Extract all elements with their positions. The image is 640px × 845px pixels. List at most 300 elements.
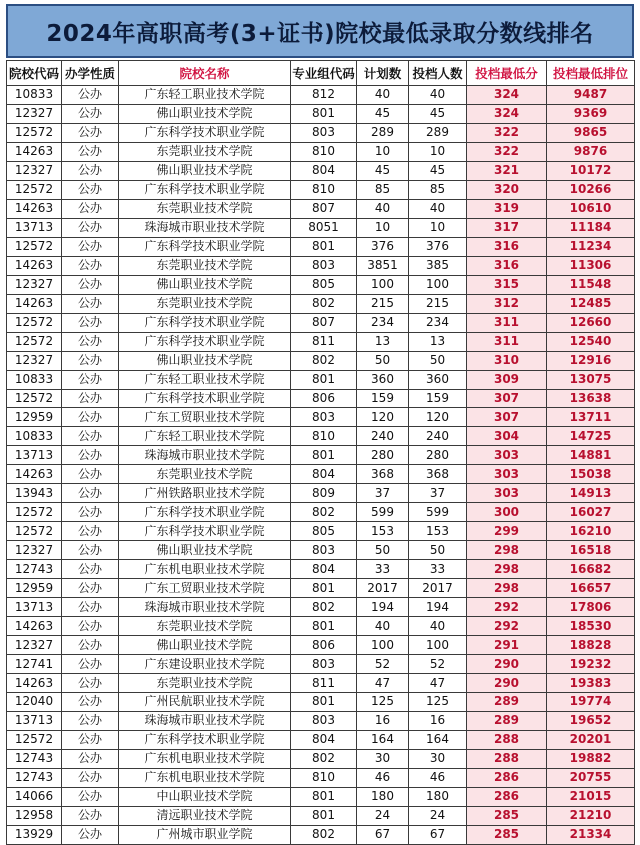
- cell-plan-count: 194: [357, 598, 409, 617]
- table-row: [7, 711, 635, 730]
- cell-plan-count: 24: [357, 806, 409, 825]
- cell-admitted-count: 37: [409, 484, 467, 503]
- cell-min-rank: 19652: [547, 711, 635, 730]
- cell-school-name: 广东科学技术职业学院: [119, 237, 291, 256]
- table-row: [7, 465, 635, 484]
- cell-school-type: 公办: [62, 522, 119, 541]
- header-admitted: 投档人数: [409, 61, 467, 86]
- table-row: [7, 636, 635, 655]
- cell-min-rank: 17806: [547, 598, 635, 617]
- cell-school-code: 12572: [7, 180, 62, 199]
- cell-group-code: 804: [291, 465, 357, 484]
- cell-plan-count: 45: [357, 161, 409, 180]
- cell-min-score: 309: [467, 370, 547, 389]
- cell-school-type: 公办: [62, 693, 119, 712]
- cell-min-score: 291: [467, 636, 547, 655]
- cell-school-name: 东莞职业技术学院: [119, 199, 291, 218]
- cell-min-score: 316: [467, 256, 547, 275]
- cell-min-score: 298: [467, 579, 547, 598]
- cell-school-type: 公办: [62, 275, 119, 294]
- cell-school-name: 珠海城市职业技术学院: [119, 446, 291, 465]
- cell-school-name: 广东轻工职业技术学院: [119, 86, 291, 105]
- cell-school-code: 12743: [7, 768, 62, 787]
- cell-plan-count: 100: [357, 275, 409, 294]
- table-row: [7, 749, 635, 768]
- cell-min-rank: 21015: [547, 787, 635, 806]
- cell-school-name: 佛山职业技术学院: [119, 104, 291, 123]
- cell-school-name: 广东科学技术职业学院: [119, 389, 291, 408]
- cell-admitted-count: 125: [409, 693, 467, 712]
- cell-admitted-count: 10: [409, 218, 467, 237]
- cell-min-rank: 21334: [547, 825, 635, 844]
- cell-admitted-count: 46: [409, 768, 467, 787]
- cell-school-type: 公办: [62, 351, 119, 370]
- cell-min-rank: 19774: [547, 693, 635, 712]
- cell-plan-count: 30: [357, 749, 409, 768]
- cell-school-type: 公办: [62, 674, 119, 693]
- cell-school-name: 佛山职业技术学院: [119, 636, 291, 655]
- cell-group-code: 811: [291, 674, 357, 693]
- cell-school-code: 13943: [7, 484, 62, 503]
- cell-min-score: 321: [467, 161, 547, 180]
- cell-school-name: 东莞职业技术学院: [119, 294, 291, 313]
- cell-school-type: 公办: [62, 180, 119, 199]
- cell-school-code: 12327: [7, 275, 62, 294]
- cell-school-code: 14263: [7, 256, 62, 275]
- cell-plan-count: 240: [357, 427, 409, 446]
- cell-plan-count: 159: [357, 389, 409, 408]
- table-row: [7, 332, 635, 351]
- cell-min-rank: 12916: [547, 351, 635, 370]
- cell-group-code: 802: [291, 598, 357, 617]
- cell-min-rank: 19383: [547, 674, 635, 693]
- cell-group-code: 801: [291, 446, 357, 465]
- cell-plan-count: 599: [357, 503, 409, 522]
- cell-plan-count: 164: [357, 730, 409, 749]
- cell-school-code: 14263: [7, 617, 62, 636]
- cell-plan-count: 10: [357, 218, 409, 237]
- cell-school-type: 公办: [62, 598, 119, 617]
- table-row: [7, 218, 635, 237]
- cell-school-name: 广州铁路职业技术学院: [119, 484, 291, 503]
- header-plan: 计划数: [357, 61, 409, 86]
- cell-plan-count: 10: [357, 142, 409, 161]
- cell-school-name: 东莞职业技术学院: [119, 617, 291, 636]
- cell-school-code: 12572: [7, 237, 62, 256]
- cell-min-score: 317: [467, 218, 547, 237]
- cell-school-name: 广东机电职业技术学院: [119, 560, 291, 579]
- cell-school-type: 公办: [62, 655, 119, 674]
- cell-group-code: 803: [291, 123, 357, 142]
- cell-plan-count: 33: [357, 560, 409, 579]
- table-row: [7, 768, 635, 787]
- cell-plan-count: 45: [357, 104, 409, 123]
- table-row: [7, 199, 635, 218]
- cell-admitted-count: 180: [409, 787, 467, 806]
- cell-plan-count: 16: [357, 711, 409, 730]
- cell-min-rank: 11184: [547, 218, 635, 237]
- cell-school-code: 12327: [7, 104, 62, 123]
- cell-min-rank: 13638: [547, 389, 635, 408]
- cell-school-name: 广州城市职业学院: [119, 825, 291, 844]
- cell-school-code: 13713: [7, 711, 62, 730]
- cell-admitted-count: 240: [409, 427, 467, 446]
- cell-group-code: 806: [291, 636, 357, 655]
- cell-school-type: 公办: [62, 389, 119, 408]
- cell-group-code: 804: [291, 161, 357, 180]
- cell-admitted-count: 368: [409, 465, 467, 484]
- cell-school-type: 公办: [62, 806, 119, 825]
- cell-admitted-count: 24: [409, 806, 467, 825]
- cell-admitted-count: 40: [409, 86, 467, 105]
- cell-group-code: 803: [291, 408, 357, 427]
- table-row: [7, 313, 635, 332]
- cell-plan-count: 125: [357, 693, 409, 712]
- cell-school-type: 公办: [62, 313, 119, 332]
- cell-min-score: 303: [467, 446, 547, 465]
- table-row: [7, 674, 635, 693]
- header-code: 院校代码: [7, 61, 62, 86]
- cell-school-code: 12743: [7, 560, 62, 579]
- cell-min-score: 292: [467, 598, 547, 617]
- table-row: [7, 427, 635, 446]
- cell-min-rank: 9369: [547, 104, 635, 123]
- cell-admitted-count: 194: [409, 598, 467, 617]
- cell-plan-count: 2017: [357, 579, 409, 598]
- cell-school-code: 14263: [7, 674, 62, 693]
- cell-admitted-count: 153: [409, 522, 467, 541]
- table-row: [7, 693, 635, 712]
- cell-min-rank: 9865: [547, 123, 635, 142]
- cell-plan-count: 52: [357, 655, 409, 674]
- table-row: [7, 294, 635, 313]
- table-row: [7, 86, 635, 105]
- cell-school-name: 佛山职业技术学院: [119, 541, 291, 560]
- cell-min-rank: 16657: [547, 579, 635, 598]
- cell-min-rank: 18530: [547, 617, 635, 636]
- cell-school-name: 东莞职业技术学院: [119, 674, 291, 693]
- score-table: [6, 60, 635, 845]
- header-type: 办学性质: [62, 61, 119, 86]
- cell-min-score: 316: [467, 237, 547, 256]
- cell-admitted-count: 385: [409, 256, 467, 275]
- cell-school-code: 13929: [7, 825, 62, 844]
- cell-min-score: 298: [467, 560, 547, 579]
- cell-group-code: 810: [291, 180, 357, 199]
- cell-school-type: 公办: [62, 256, 119, 275]
- cell-admitted-count: 30: [409, 749, 467, 768]
- cell-school-type: 公办: [62, 104, 119, 123]
- cell-admitted-count: 40: [409, 617, 467, 636]
- cell-school-code: 10833: [7, 370, 62, 389]
- cell-min-score: 311: [467, 332, 547, 351]
- cell-school-code: 12741: [7, 655, 62, 674]
- table-row: [7, 104, 635, 123]
- cell-plan-count: 40: [357, 86, 409, 105]
- cell-group-code: 807: [291, 199, 357, 218]
- cell-min-rank: 12660: [547, 313, 635, 332]
- cell-school-name: 广东建设职业技术学院: [119, 655, 291, 674]
- cell-school-type: 公办: [62, 465, 119, 484]
- cell-admitted-count: 100: [409, 275, 467, 294]
- cell-group-code: 807: [291, 313, 357, 332]
- cell-group-code: 812: [291, 86, 357, 105]
- cell-min-rank: 12540: [547, 332, 635, 351]
- cell-plan-count: 215: [357, 294, 409, 313]
- cell-group-code: 810: [291, 768, 357, 787]
- cell-school-code: 10833: [7, 427, 62, 446]
- table-row: [7, 503, 635, 522]
- cell-school-type: 公办: [62, 484, 119, 503]
- cell-min-rank: 20755: [547, 768, 635, 787]
- cell-plan-count: 100: [357, 636, 409, 655]
- cell-plan-count: 234: [357, 313, 409, 332]
- cell-min-rank: 13711: [547, 408, 635, 427]
- table-row: [7, 161, 635, 180]
- table-row: [7, 123, 635, 142]
- cell-school-name: 广东轻工职业技术学院: [119, 427, 291, 446]
- cell-school-type: 公办: [62, 446, 119, 465]
- cell-min-score: 288: [467, 730, 547, 749]
- cell-admitted-count: 45: [409, 104, 467, 123]
- cell-school-type: 公办: [62, 408, 119, 427]
- cell-min-score: 303: [467, 484, 547, 503]
- cell-min-rank: 18828: [547, 636, 635, 655]
- cell-school-type: 公办: [62, 199, 119, 218]
- cell-min-score: 307: [467, 408, 547, 427]
- cell-admitted-count: 13: [409, 332, 467, 351]
- cell-school-code: 12958: [7, 806, 62, 825]
- cell-min-score: 292: [467, 617, 547, 636]
- cell-group-code: 806: [291, 389, 357, 408]
- cell-group-code: 810: [291, 427, 357, 446]
- cell-min-score: 320: [467, 180, 547, 199]
- cell-min-score: 290: [467, 655, 547, 674]
- cell-school-name: 中山职业技术学院: [119, 787, 291, 806]
- cell-min-rank: 21210: [547, 806, 635, 825]
- cell-school-name: 广东科学技术职业学院: [119, 313, 291, 332]
- cell-plan-count: 289: [357, 123, 409, 142]
- cell-school-name: 广东机电职业技术学院: [119, 749, 291, 768]
- cell-school-type: 公办: [62, 711, 119, 730]
- cell-school-code: 14263: [7, 199, 62, 218]
- cell-min-rank: 19232: [547, 655, 635, 674]
- cell-school-code: 12572: [7, 389, 62, 408]
- cell-admitted-count: 10: [409, 142, 467, 161]
- cell-group-code: 8051: [291, 218, 357, 237]
- cell-plan-count: 47: [357, 674, 409, 693]
- cell-min-rank: 16027: [547, 503, 635, 522]
- cell-school-type: 公办: [62, 560, 119, 579]
- cell-school-type: 公办: [62, 617, 119, 636]
- cell-school-code: 13713: [7, 218, 62, 237]
- cell-school-type: 公办: [62, 86, 119, 105]
- cell-min-score: 289: [467, 711, 547, 730]
- cell-school-name: 东莞职业技术学院: [119, 465, 291, 484]
- cell-group-code: 801: [291, 617, 357, 636]
- cell-plan-count: 50: [357, 351, 409, 370]
- cell-plan-count: 67: [357, 825, 409, 844]
- cell-min-score: 286: [467, 768, 547, 787]
- table-row: [7, 579, 635, 598]
- cell-school-type: 公办: [62, 787, 119, 806]
- cell-group-code: 803: [291, 711, 357, 730]
- cell-school-code: 12040: [7, 693, 62, 712]
- table-row: [7, 237, 635, 256]
- page-title: 2024年高职高考(3+证书)院校最低录取分数线排名: [46, 20, 594, 47]
- cell-group-code: 803: [291, 655, 357, 674]
- cell-plan-count: 280: [357, 446, 409, 465]
- cell-school-name: 广东科学技术职业学院: [119, 503, 291, 522]
- cell-plan-count: 120: [357, 408, 409, 427]
- cell-group-code: 803: [291, 256, 357, 275]
- cell-school-code: 12572: [7, 332, 62, 351]
- cell-plan-count: 85: [357, 180, 409, 199]
- cell-plan-count: 46: [357, 768, 409, 787]
- cell-admitted-count: 289: [409, 123, 467, 142]
- cell-school-code: 12572: [7, 730, 62, 749]
- cell-school-name: 广东科学技术职业学院: [119, 522, 291, 541]
- cell-min-score: 300: [467, 503, 547, 522]
- cell-plan-count: 360: [357, 370, 409, 389]
- cell-group-code: 809: [291, 484, 357, 503]
- cell-school-name: 广东科学技术职业学院: [119, 180, 291, 199]
- table-header-row: [7, 61, 635, 86]
- cell-group-code: 801: [291, 370, 357, 389]
- cell-group-code: 804: [291, 730, 357, 749]
- cell-min-rank: 13075: [547, 370, 635, 389]
- cell-plan-count: 40: [357, 617, 409, 636]
- cell-school-code: 12572: [7, 313, 62, 332]
- cell-group-code: 801: [291, 104, 357, 123]
- table-row: [7, 389, 635, 408]
- cell-min-score: 315: [467, 275, 547, 294]
- cell-school-code: 14263: [7, 294, 62, 313]
- cell-group-code: 801: [291, 787, 357, 806]
- cell-min-score: 299: [467, 522, 547, 541]
- cell-admitted-count: 376: [409, 237, 467, 256]
- cell-min-rank: 9487: [547, 86, 635, 105]
- table-row: [7, 560, 635, 579]
- cell-admitted-count: 215: [409, 294, 467, 313]
- cell-min-rank: 16682: [547, 560, 635, 579]
- cell-school-type: 公办: [62, 123, 119, 142]
- header-min-score: 投档最低分: [467, 61, 547, 86]
- cell-min-rank: 9876: [547, 142, 635, 161]
- table-row: [7, 730, 635, 749]
- cell-min-rank: 14881: [547, 446, 635, 465]
- cell-min-score: 298: [467, 541, 547, 560]
- cell-min-score: 290: [467, 674, 547, 693]
- table-row: [7, 180, 635, 199]
- table-row: [7, 275, 635, 294]
- cell-school-type: 公办: [62, 825, 119, 844]
- cell-group-code: 802: [291, 351, 357, 370]
- cell-plan-count: 40: [357, 199, 409, 218]
- cell-admitted-count: 100: [409, 636, 467, 655]
- cell-school-name: 珠海城市职业技术学院: [119, 218, 291, 237]
- cell-min-score: 285: [467, 825, 547, 844]
- cell-school-type: 公办: [62, 161, 119, 180]
- cell-school-code: 12572: [7, 522, 62, 541]
- cell-school-name: 清远职业技术学院: [119, 806, 291, 825]
- cell-admitted-count: 45: [409, 161, 467, 180]
- table-row: [7, 541, 635, 560]
- cell-school-code: 13713: [7, 598, 62, 617]
- cell-group-code: 802: [291, 503, 357, 522]
- cell-min-score: 286: [467, 787, 547, 806]
- cell-min-score: 288: [467, 749, 547, 768]
- cell-min-score: 324: [467, 86, 547, 105]
- header-group-code: 专业组代码: [291, 61, 357, 86]
- cell-school-code: 12959: [7, 579, 62, 598]
- cell-school-type: 公办: [62, 749, 119, 768]
- table-row: [7, 446, 635, 465]
- cell-school-type: 公办: [62, 218, 119, 237]
- table-row: [7, 598, 635, 617]
- cell-min-rank: 11234: [547, 237, 635, 256]
- cell-school-type: 公办: [62, 427, 119, 446]
- cell-school-code: 12743: [7, 749, 62, 768]
- cell-admitted-count: 85: [409, 180, 467, 199]
- cell-min-rank: 10172: [547, 161, 635, 180]
- cell-school-name: 东莞职业技术学院: [119, 256, 291, 275]
- header-min-rank: 投档最低排位: [547, 61, 635, 86]
- cell-school-name: 东莞职业技术学院: [119, 142, 291, 161]
- cell-admitted-count: 67: [409, 825, 467, 844]
- table-body: [7, 86, 635, 845]
- cell-group-code: 803: [291, 541, 357, 560]
- cell-school-type: 公办: [62, 503, 119, 522]
- header-school-name: 院校名称: [119, 61, 291, 86]
- cell-school-name: 佛山职业技术学院: [119, 161, 291, 180]
- cell-school-code: 14066: [7, 787, 62, 806]
- cell-min-score: 307: [467, 389, 547, 408]
- cell-school-code: 12572: [7, 503, 62, 522]
- table-row: [7, 617, 635, 636]
- cell-school-name: 广东科学技术职业学院: [119, 332, 291, 351]
- cell-min-score: 322: [467, 142, 547, 161]
- cell-min-score: 322: [467, 123, 547, 142]
- cell-admitted-count: 599: [409, 503, 467, 522]
- cell-plan-count: 153: [357, 522, 409, 541]
- cell-admitted-count: 2017: [409, 579, 467, 598]
- cell-min-rank: 14725: [547, 427, 635, 446]
- table-row: [7, 484, 635, 503]
- table-row: [7, 351, 635, 370]
- cell-plan-count: 3851: [357, 256, 409, 275]
- cell-group-code: 802: [291, 749, 357, 768]
- cell-min-rank: 12485: [547, 294, 635, 313]
- cell-min-rank: 11306: [547, 256, 635, 275]
- cell-school-code: 12959: [7, 408, 62, 427]
- title-banner: [6, 4, 634, 58]
- cell-min-score: 312: [467, 294, 547, 313]
- cell-min-score: 319: [467, 199, 547, 218]
- table-row: [7, 370, 635, 389]
- cell-school-name: 广东科学技术职业学院: [119, 730, 291, 749]
- cell-school-type: 公办: [62, 579, 119, 598]
- cell-school-code: 14263: [7, 142, 62, 161]
- cell-school-code: 12327: [7, 161, 62, 180]
- cell-admitted-count: 52: [409, 655, 467, 674]
- table-row: [7, 787, 635, 806]
- cell-min-rank: 10610: [547, 199, 635, 218]
- table-row: [7, 408, 635, 427]
- cell-group-code: 802: [291, 294, 357, 313]
- cell-group-code: 802: [291, 825, 357, 844]
- cell-min-score: 311: [467, 313, 547, 332]
